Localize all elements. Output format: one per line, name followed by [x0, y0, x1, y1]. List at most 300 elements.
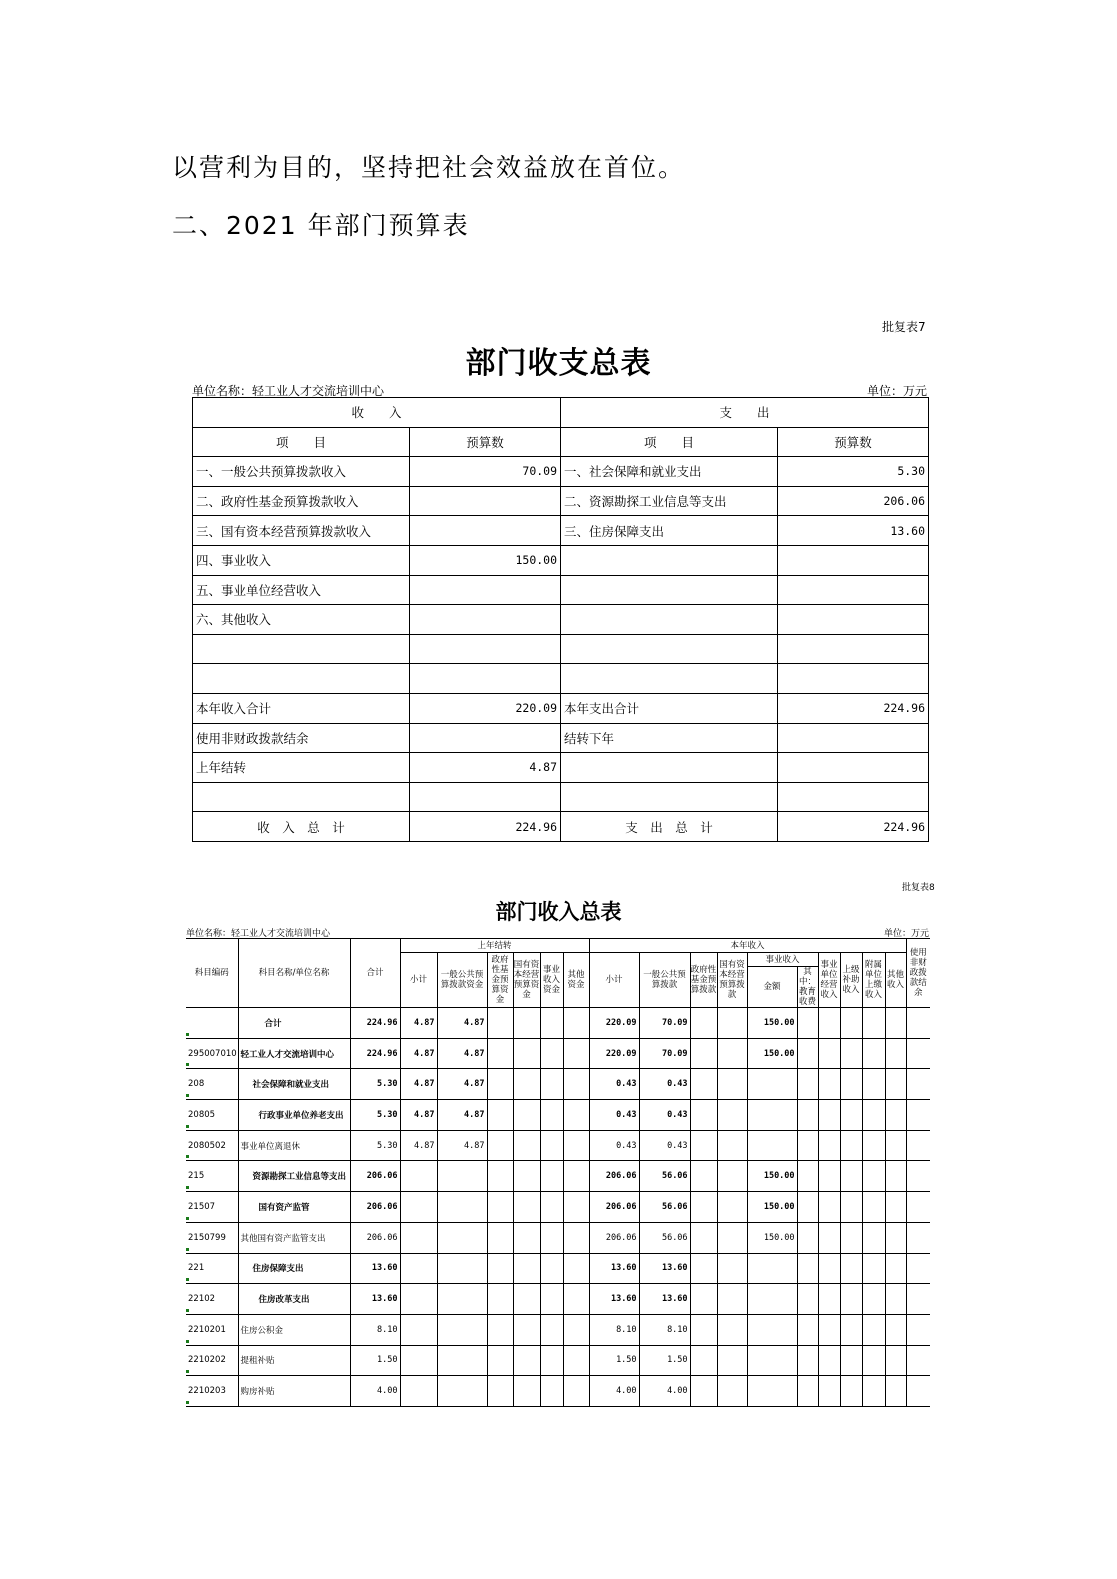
row-amount: 224.96 — [778, 693, 929, 723]
row-l2 — [437, 1253, 487, 1284]
row-item: 四、事业收入 — [193, 545, 410, 575]
row-name: 事业单位离退休 — [238, 1130, 350, 1161]
row-name: 住房公积金 — [238, 1314, 350, 1345]
row-empty — [540, 1345, 563, 1376]
row-empty — [563, 1008, 589, 1039]
row-empty — [840, 1314, 862, 1345]
row-empty — [540, 1038, 563, 1069]
row-empty — [513, 1345, 540, 1376]
row-l1: 4.87 — [400, 1130, 437, 1161]
row-name: 其他国有资产监管支出 — [238, 1222, 350, 1253]
row-empty — [540, 1192, 563, 1223]
row-code: 2150799 — [186, 1222, 238, 1253]
row-item — [561, 634, 778, 664]
row-item — [193, 634, 410, 664]
row-amount — [778, 664, 929, 694]
row-empty — [513, 1314, 540, 1345]
row-l1 — [400, 1253, 437, 1284]
row-item — [561, 664, 778, 694]
row-empty — [862, 1345, 885, 1376]
row-l2 — [437, 1192, 487, 1223]
row-code: 2210202 — [186, 1345, 238, 1376]
row-empty — [818, 1100, 840, 1131]
row-empty — [563, 1284, 589, 1315]
row-b1: 150.00 — [747, 1008, 797, 1039]
table2-row — [186, 1008, 930, 1039]
header-income-budget: 预算数 — [410, 427, 561, 457]
row-empty — [487, 1222, 513, 1253]
th-this-sub: 国有资本经营预算拨款 — [717, 953, 747, 1008]
table2-row — [186, 1222, 930, 1253]
row-empty — [818, 1038, 840, 1069]
row-l1 — [400, 1376, 437, 1407]
row-empty — [690, 1253, 717, 1284]
row-empty — [885, 1284, 906, 1315]
row-l2: 4.87 — [437, 1008, 487, 1039]
row-item: 三、住房保障支出 — [561, 516, 778, 546]
row-l1 — [400, 1314, 437, 1345]
row-total: 224.96 — [350, 1008, 400, 1039]
row-empty — [563, 1192, 589, 1223]
row-code: 208 — [186, 1069, 238, 1100]
income-summary-table — [186, 938, 930, 1407]
row-t2: 13.60 — [639, 1253, 690, 1284]
row-t1: 0.43 — [589, 1130, 639, 1161]
row-total: 13.60 — [350, 1253, 400, 1284]
row-name: 社会保障和就业支出 — [238, 1069, 350, 1100]
row-l1: 4.87 — [400, 1008, 437, 1039]
row-total: 206.06 — [350, 1222, 400, 1253]
row-empty — [885, 1130, 906, 1161]
table2-row — [186, 1376, 930, 1407]
row-amount — [778, 782, 929, 812]
row-empty — [885, 1222, 906, 1253]
row-b1 — [747, 1253, 797, 1284]
row-empty — [563, 1253, 589, 1284]
th-name: 科目名称/单位名称 — [238, 939, 350, 1008]
row-empty — [563, 1069, 589, 1100]
row-amount — [778, 634, 929, 664]
row-t2: 0.43 — [639, 1130, 690, 1161]
row-empty — [818, 1314, 840, 1345]
row-empty — [862, 1038, 885, 1069]
row-t2: 56.06 — [639, 1192, 690, 1223]
row-code: 20805 — [186, 1100, 238, 1131]
row-l2 — [437, 1314, 487, 1345]
row-empty — [797, 1284, 818, 1315]
row-empty — [513, 1222, 540, 1253]
row-empty — [487, 1130, 513, 1161]
row-empty — [690, 1100, 717, 1131]
row-amount — [778, 545, 929, 575]
header-expense-budget: 预算数 — [778, 427, 929, 457]
row-t1: 220.09 — [589, 1038, 639, 1069]
row-empty — [487, 1038, 513, 1069]
row-empty — [690, 1008, 717, 1039]
total-total-expense: 224.96 — [778, 812, 929, 842]
row-empty — [540, 1253, 563, 1284]
row-empty — [797, 1161, 818, 1192]
header-income-item: 项 目 — [193, 427, 410, 457]
th-this-sub: 小计 — [589, 953, 639, 1008]
row-name: 购房补贴 — [238, 1376, 350, 1407]
row-empty — [797, 1253, 818, 1284]
row-empty — [690, 1345, 717, 1376]
row-empty — [797, 1314, 818, 1345]
row-code: 2210201 — [186, 1314, 238, 1345]
row-empty — [797, 1008, 818, 1039]
row-l2 — [437, 1161, 487, 1192]
table1-row — [193, 693, 929, 723]
row-empty — [540, 1284, 563, 1315]
row-total: 5.30 — [350, 1100, 400, 1131]
row-empty — [818, 1192, 840, 1223]
row-item: 六、其他收入 — [193, 605, 410, 635]
row-amount — [410, 516, 561, 546]
row-t2: 1.50 — [639, 1345, 690, 1376]
row-t1: 206.06 — [589, 1192, 639, 1223]
row-empty — [563, 1345, 589, 1376]
row-empty — [906, 1161, 930, 1192]
row-total: 4.00 — [350, 1376, 400, 1407]
row-empty — [797, 1130, 818, 1161]
table1-row — [193, 516, 929, 546]
row-empty — [797, 1376, 818, 1407]
row-empty — [885, 1161, 906, 1192]
row-empty — [906, 1038, 930, 1069]
row-empty — [885, 1038, 906, 1069]
row-t1: 8.10 — [589, 1314, 639, 1345]
row-empty — [487, 1008, 513, 1039]
table2-row — [186, 1345, 930, 1376]
row-code: 295007010 — [186, 1038, 238, 1069]
th-last-sub: 小计 — [400, 953, 437, 1008]
row-total: 5.30 — [350, 1130, 400, 1161]
row-empty — [690, 1376, 717, 1407]
row-empty — [513, 1284, 540, 1315]
row-item — [561, 545, 778, 575]
row-empty — [840, 1345, 862, 1376]
row-empty — [513, 1192, 540, 1223]
row-empty — [862, 1192, 885, 1223]
total-total-income-label: 收 入 总 计 — [193, 812, 410, 842]
row-empty — [487, 1069, 513, 1100]
row-empty — [885, 1253, 906, 1284]
th-this-sub: 一般公共预算拨款 — [639, 953, 690, 1008]
row-empty — [906, 1192, 930, 1223]
row-b1: 150.00 — [747, 1192, 797, 1223]
table2-row — [186, 1253, 930, 1284]
row-empty — [862, 1069, 885, 1100]
row-empty — [563, 1161, 589, 1192]
row-code — [186, 1008, 238, 1039]
row-empty — [906, 1253, 930, 1284]
th-this-sub: 其他收入 — [885, 953, 906, 1008]
row-empty — [540, 1161, 563, 1192]
row-item: 上年结转 — [193, 753, 410, 783]
row-empty — [717, 1192, 747, 1223]
row-empty — [487, 1345, 513, 1376]
row-empty — [717, 1008, 747, 1039]
row-amount: 13.60 — [778, 516, 929, 546]
row-l2: 4.87 — [437, 1100, 487, 1131]
row-empty — [717, 1130, 747, 1161]
row-empty — [797, 1069, 818, 1100]
row-empty — [487, 1253, 513, 1284]
row-code: 215 — [186, 1161, 238, 1192]
row-empty — [513, 1069, 540, 1100]
row-empty — [885, 1100, 906, 1131]
row-item — [561, 575, 778, 605]
row-empty — [906, 1100, 930, 1131]
row-amount — [410, 605, 561, 635]
table1-total-row — [193, 812, 929, 842]
row-empty — [885, 1008, 906, 1039]
table2-row — [186, 1069, 930, 1100]
row-empty — [513, 1130, 540, 1161]
row-empty — [840, 1038, 862, 1069]
row-empty — [818, 1130, 840, 1161]
row-empty — [818, 1376, 840, 1407]
row-empty — [818, 1069, 840, 1100]
table1-row — [193, 575, 929, 605]
table1-row — [193, 782, 929, 812]
th-last-sub: 国有资本经营预算资金 — [513, 953, 540, 1008]
table1-row — [193, 753, 929, 783]
row-item: 五、事业单位经营收入 — [193, 575, 410, 605]
row-empty — [818, 1253, 840, 1284]
row-name: 住房改革支出 — [238, 1284, 350, 1315]
row-b1: 150.00 — [747, 1222, 797, 1253]
th-this-sub: 事业单位经营收入 — [818, 953, 840, 1008]
row-b1 — [747, 1314, 797, 1345]
table2-row — [186, 1314, 930, 1345]
row-t2: 70.09 — [639, 1008, 690, 1039]
row-amount: 5.30 — [778, 457, 929, 487]
row-item — [193, 782, 410, 812]
row-empty — [487, 1376, 513, 1407]
th-last-year: 上年结转 — [400, 939, 589, 953]
row-empty — [818, 1222, 840, 1253]
row-empty — [862, 1130, 885, 1161]
row-empty — [540, 1008, 563, 1039]
row-b1 — [747, 1284, 797, 1315]
row-total: 8.10 — [350, 1314, 400, 1345]
th-last-sub: 事业收入资金 — [540, 953, 563, 1008]
row-l1: 4.87 — [400, 1038, 437, 1069]
row-code: 21507 — [186, 1192, 238, 1223]
row-empty — [563, 1222, 589, 1253]
row-t2: 13.60 — [639, 1284, 690, 1315]
row-empty — [862, 1284, 885, 1315]
row-empty — [717, 1314, 747, 1345]
total-total-income: 224.96 — [410, 812, 561, 842]
row-b1 — [747, 1100, 797, 1131]
row-empty — [540, 1100, 563, 1131]
row-empty — [840, 1008, 862, 1039]
row-l2: 4.87 — [437, 1069, 487, 1100]
row-empty — [797, 1192, 818, 1223]
table2-row — [186, 1130, 930, 1161]
row-empty — [513, 1253, 540, 1284]
table1-unit-name: 单位名称：轻工业人才交流培训中心 — [192, 384, 385, 398]
row-empty — [540, 1222, 563, 1253]
row-empty — [563, 1314, 589, 1345]
row-empty — [690, 1284, 717, 1315]
row-empty — [906, 1376, 930, 1407]
row-code: 22102 — [186, 1284, 238, 1315]
th-use-balance: 使用非财政拨款结余 — [906, 939, 930, 1008]
th-this-sub: 上级补助收入 — [840, 953, 862, 1008]
th-this-year: 本年收入 — [589, 939, 906, 953]
row-empty — [717, 1376, 747, 1407]
row-empty — [690, 1069, 717, 1100]
table2-row — [186, 1161, 930, 1192]
table2-row — [186, 1192, 930, 1223]
row-amount — [778, 723, 929, 753]
row-empty — [513, 1161, 540, 1192]
row-empty — [862, 1376, 885, 1407]
table1-row — [193, 486, 929, 516]
row-empty — [540, 1314, 563, 1345]
row-amount — [778, 575, 929, 605]
row-empty — [540, 1069, 563, 1100]
row-empty — [797, 1038, 818, 1069]
th-code: 科目编码 — [186, 939, 238, 1008]
row-empty — [840, 1284, 862, 1315]
row-code: 221 — [186, 1253, 238, 1284]
row-empty — [906, 1222, 930, 1253]
row-amount — [410, 723, 561, 753]
row-item: 三、国有资本经营预算拨款收入 — [193, 516, 410, 546]
row-empty — [885, 1376, 906, 1407]
row-amount — [410, 664, 561, 694]
row-empty — [563, 1038, 589, 1069]
row-empty — [906, 1008, 930, 1039]
row-amount: 4.87 — [410, 753, 561, 783]
row-empty — [513, 1376, 540, 1407]
table2-unit: 单位：万元 — [883, 929, 929, 939]
row-t1: 0.43 — [589, 1069, 639, 1100]
total-total-expense-label: 支 出 总 计 — [561, 812, 778, 842]
table1-row — [193, 457, 929, 487]
row-l2 — [437, 1345, 487, 1376]
row-amount — [778, 753, 929, 783]
row-t2: 4.00 — [639, 1376, 690, 1407]
table2-title: 部门收入总表 — [495, 900, 622, 924]
row-empty — [540, 1130, 563, 1161]
table2-row — [186, 1100, 930, 1131]
th-total: 合计 — [350, 939, 400, 1008]
row-empty — [906, 1284, 930, 1315]
row-name: 提租补贴 — [238, 1345, 350, 1376]
row-empty — [487, 1100, 513, 1131]
row-total: 1.50 — [350, 1345, 400, 1376]
row-empty — [717, 1345, 747, 1376]
row-t1: 13.60 — [589, 1284, 639, 1315]
th-this-sub: 事业收入 — [747, 953, 818, 967]
row-empty — [840, 1100, 862, 1131]
row-empty — [818, 1345, 840, 1376]
row-b1 — [747, 1345, 797, 1376]
row-empty — [797, 1222, 818, 1253]
row-code: 2210203 — [186, 1376, 238, 1407]
row-total: 13.60 — [350, 1284, 400, 1315]
row-empty — [840, 1222, 862, 1253]
row-item: 一、社会保障和就业支出 — [561, 457, 778, 487]
th-this-sub: 附属单位上缴收入 — [862, 953, 885, 1008]
row-amount — [410, 782, 561, 812]
row-item: 二、资源勘探工业信息等支出 — [561, 486, 778, 516]
row-t1: 206.06 — [589, 1222, 639, 1253]
row-empty — [885, 1069, 906, 1100]
row-amount — [410, 634, 561, 664]
row-empty — [513, 1038, 540, 1069]
row-empty — [906, 1345, 930, 1376]
row-amount: 150.00 — [410, 545, 561, 575]
row-empty — [690, 1314, 717, 1345]
row-empty — [818, 1161, 840, 1192]
table2-tag: 批复表8 — [902, 883, 935, 893]
th-last-sub: 一般公共预算拨款资金 — [437, 953, 487, 1008]
row-item — [193, 664, 410, 694]
income-expense-table — [192, 397, 929, 842]
row-t2: 8.10 — [639, 1314, 690, 1345]
row-empty — [487, 1161, 513, 1192]
row-empty — [487, 1314, 513, 1345]
row-b1 — [747, 1130, 797, 1161]
row-b1 — [747, 1069, 797, 1100]
row-empty — [563, 1100, 589, 1131]
row-t1: 0.43 — [589, 1100, 639, 1131]
row-empty — [862, 1222, 885, 1253]
row-empty — [840, 1376, 862, 1407]
row-empty — [717, 1069, 747, 1100]
row-empty — [563, 1130, 589, 1161]
row-l1: 4.87 — [400, 1069, 437, 1100]
row-b1: 150.00 — [747, 1161, 797, 1192]
table1-title: 部门收支总表 — [465, 346, 652, 381]
row-empty — [862, 1008, 885, 1039]
row-empty — [862, 1314, 885, 1345]
row-amount: 206.06 — [778, 486, 929, 516]
header-expense-item: 项 目 — [561, 427, 778, 457]
row-item — [561, 605, 778, 635]
row-total: 206.06 — [350, 1161, 400, 1192]
header-expense: 支 出 — [561, 398, 929, 428]
table1-unit: 单位：万元 — [866, 384, 927, 398]
row-item — [561, 753, 778, 783]
row-empty — [563, 1376, 589, 1407]
table1-tag: 批复表7 — [882, 320, 926, 334]
row-empty — [906, 1069, 930, 1100]
row-empty — [840, 1253, 862, 1284]
th-last-sub: 政府性基金预算资金 — [487, 953, 513, 1008]
intro-heading-budget: 二、2021 年部门预算表 — [172, 211, 470, 240]
row-code: 2080502 — [186, 1130, 238, 1161]
row-t1: 1.50 — [589, 1345, 639, 1376]
row-empty — [906, 1130, 930, 1161]
row-empty — [840, 1192, 862, 1223]
row-l1 — [400, 1284, 437, 1315]
row-item: 结转下年 — [561, 723, 778, 753]
row-item: 本年收入合计 — [193, 693, 410, 723]
row-empty — [717, 1284, 747, 1315]
row-total: 224.96 — [350, 1038, 400, 1069]
row-amount — [778, 605, 929, 635]
row-item: 二、政府性基金预算拨款收入 — [193, 486, 410, 516]
table2-unit-name: 单位名称：轻工业人才交流培训中心 — [186, 929, 331, 939]
